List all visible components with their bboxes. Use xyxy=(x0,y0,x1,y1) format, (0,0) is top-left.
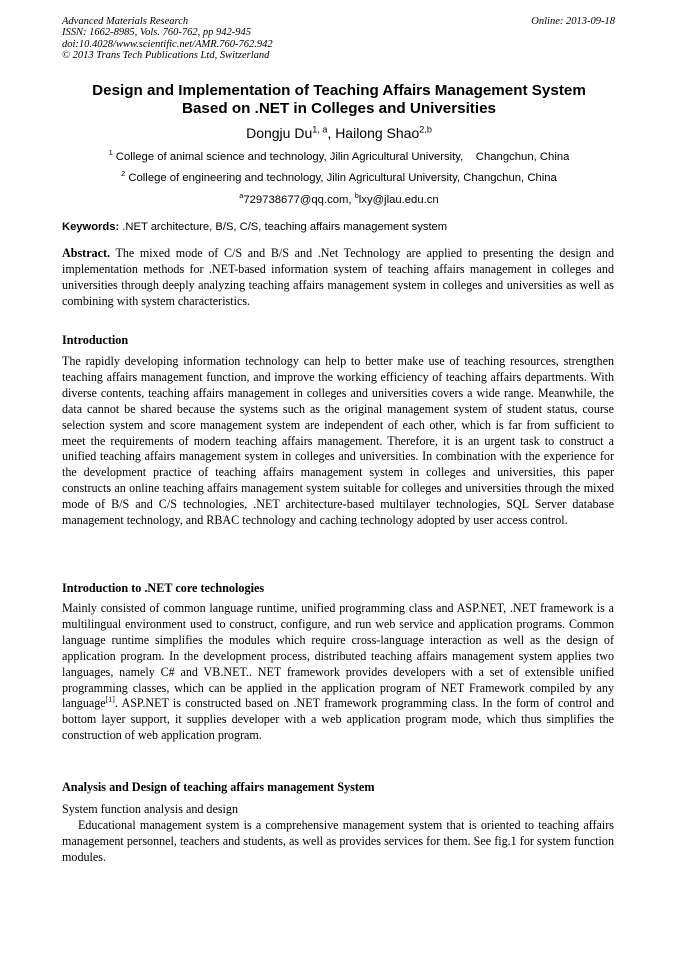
email-a-marker: a xyxy=(239,191,244,201)
abstract xyxy=(62,246,614,310)
affiliation-1-marker: 1 xyxy=(108,148,113,158)
section-heading-introduction: Introduction xyxy=(62,333,129,347)
title-line-2: Based on .NET in Colleges and Universities xyxy=(182,100,496,117)
keywords-label: Keywords: xyxy=(62,221,120,233)
section-heading-net-core: Introduction to .NET core technologies xyxy=(62,581,265,595)
author-2: Hailong Shao xyxy=(335,125,420,141)
email-b-marker: b xyxy=(354,191,359,201)
online-date: Online: 2013-09-18 xyxy=(531,16,615,27)
email-a: 729738677@qq.com, xyxy=(243,194,355,206)
author-separator: , xyxy=(327,125,336,141)
author-line xyxy=(62,124,616,142)
copyright-line: © 2013 Trans Tech Publications Ltd, Switzerland xyxy=(62,50,270,62)
affiliation-2 xyxy=(62,171,616,185)
author-2-marker: 2,b xyxy=(419,124,432,135)
analysis-paragraph: Educational management system is a comprehensive management system that is oriented to teaching affairs management personnel, teachers and students, as well as provides services for them. See fig.1 for system function modules. xyxy=(62,818,614,864)
net-core-paragraph xyxy=(62,601,614,744)
introduction-paragraph: The rapidly developing information technology can help to better make use of teaching resources, strengthen teaching affairs management function, and improve the working efficiency of teaching affairs departments. With diverse contents, teaching affairs management in colleges and universities covers a wide range. Meanwhile, the data cannot be shared because the systems such as the original management system of student status, course selection system and score management system are independent of each other, which is far from sufficient to meet the requirements of modern teaching affairs management. Therefore, it is an urgent task to construct a unified teaching affairs management system in colleges and universities. In combination with the experience for the development practice of teaching affairs management system in colleges and universities, this paper constructs an online teaching affairs management system suitable for colleges and universities through the mixed mode of B/S and C/S technologies, .NET architecture-based multilayer technologies, SQL Server database management technology, and RBAC technology and caching technology adopted by user access control. xyxy=(62,354,614,528)
affiliation-1-text: College of animal science and technology, Jilin Agricultural University, Changchun, China xyxy=(112,151,570,163)
running-header-left xyxy=(62,16,273,62)
keywords xyxy=(62,220,616,234)
journal-name: Advanced Materials Research xyxy=(62,16,189,27)
affiliation-2-marker: 2 xyxy=(121,169,126,179)
issn-line: ISSN: 1662-8985, Vols. 760-762, pp 942-945 xyxy=(62,27,251,39)
subsection-heading: System function analysis and design xyxy=(62,802,239,816)
affiliation-1 xyxy=(62,150,616,164)
citation-ref: [1] xyxy=(105,695,115,705)
abstract-text: The mixed mode of C/S and B/S and .Net Technology are applied to presenting the design and implementation methods for .NET-based information system of teaching affairs management in colleges and universities through deeply analyzing teaching affairs management system in colleges and universities as well as combining with system characteristics. xyxy=(62,246,614,308)
author-1-marker: 1, a xyxy=(312,124,328,135)
email-b: lxy@jlau.edu.cn xyxy=(358,194,439,206)
net-core-text-2: . ASP.NET is constructed based on .NET framework programming class. In the form of control and bottom layer support, it supplies developer with a web application program mode, which thus simplifies the construction of web application program. xyxy=(62,696,614,743)
abstract-label: Abstract. xyxy=(62,246,111,260)
affiliation-2-text: College of engineering and technology, Jilin Agricultural University, Changchun, China xyxy=(125,172,557,184)
keywords-text: .NET architecture, B/S, C/S, teaching affairs management system xyxy=(119,221,448,233)
email-line xyxy=(62,193,616,207)
author-1: Dongju Du xyxy=(246,125,313,141)
net-core-text-1: Mainly consisted of common language runtime, unified programming class and ASP.NET, .NET framework is a multilingual environment used to construct, configure, and run web service and application programs. Common language runtime simplifies the modules which require cross-language interaction as well as the design of application program. In the development process, distributed teaching affairs management system applies two languages, namely C# and VB.NET.. NET framework provides developers with a set of extensible unified programming classes, which can be applied in the application program of NET Framework compiled by any language xyxy=(62,601,614,711)
doi-line: doi:10.4028/www.scientific.net/AMR.760-762.942 xyxy=(62,38,273,50)
title-line-1: Design and Implementation of Teaching Affairs Management System xyxy=(92,82,586,99)
paper-title xyxy=(62,82,616,118)
section-heading-analysis: Analysis and Design of teaching affairs management System xyxy=(62,780,375,794)
